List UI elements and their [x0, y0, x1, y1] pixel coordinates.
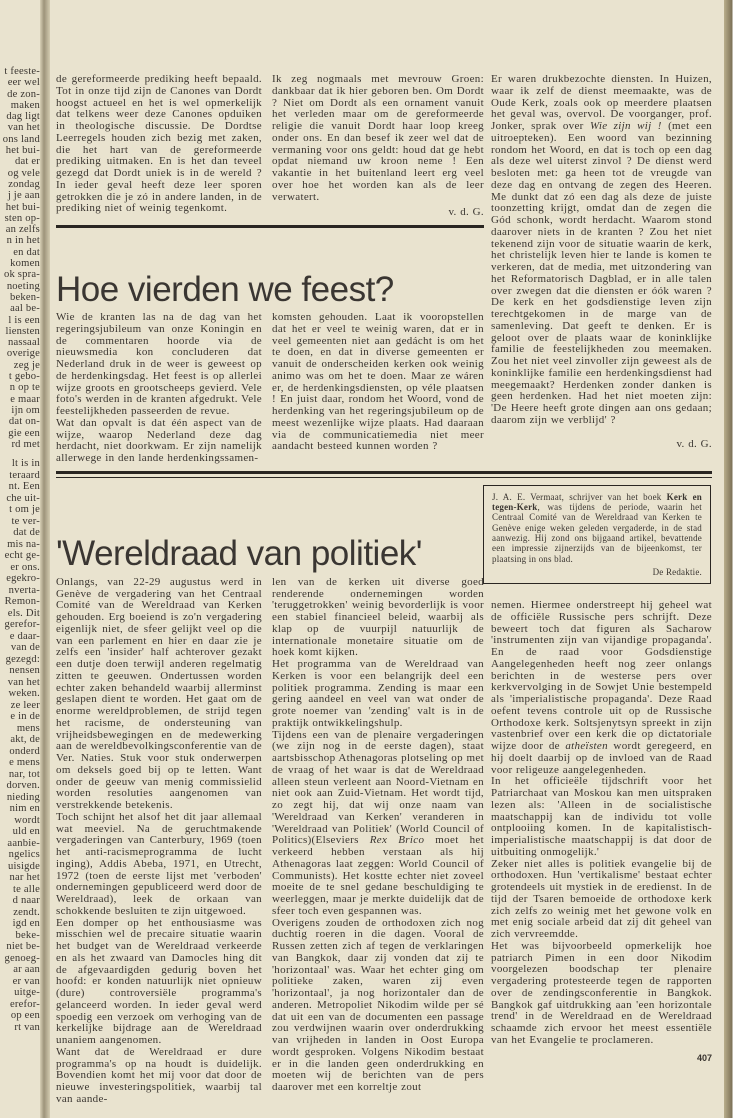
fragment-line: og vele — [7, 167, 40, 179]
article2-paragraph: komsten gehouden. Laat ik vooropstellen dat het er veel te weinig waren, dat er in veel gemeenten niet aan gedácht is om het te doen, en dat in diverse gemeenten er vanuit de onderscheiden kerken ook weinig animo was om het te doen. Maar ze wáren er, de herdenkingsdiensten, op véle plaatsen ! En juist daar, rondom het Woord, vond de herdenking van het regeringsjubileum op de meest wezenlijke wijze plaats. Had daaraan via de communicatiemedia niet meer aandacht besteed kunnen worden ? — [272, 311, 484, 453]
editor-note-box — [483, 485, 711, 584]
fragment-line: van het — [7, 122, 40, 134]
fragment-line: ok spra- — [3, 269, 40, 281]
fragment-line: komen — [10, 258, 40, 270]
page-binding-shadow — [40, 0, 50, 1118]
article2-column-1 — [56, 312, 262, 465]
bottom-section — [56, 478, 712, 1106]
article2-signature: v. d. G. — [676, 437, 712, 450]
fragment-line: en dat — [13, 246, 40, 258]
fragment-line: wordt — [14, 814, 40, 826]
fragment-line: d naar — [12, 895, 40, 906]
fragment-line: che uit- — [6, 492, 40, 504]
bottom-right-area — [491, 478, 712, 1063]
fragment-line: dat on- — [8, 416, 40, 428]
fragment-line: het bui- — [5, 201, 40, 213]
editor-note-signature: De Redaktie. — [652, 566, 702, 577]
fragment-line: mens — [16, 722, 40, 734]
fragment-line: overige — [6, 348, 40, 360]
article2-column-2 — [272, 312, 484, 453]
fragment-line: nverta- — [8, 584, 40, 596]
article2-paragraph: Wat dan opvalt is dat één aspect van de wijze, waarop Nederland deze dag herdacht, niet doorkwam. Er zijn namelijk allerwege in den lande herdenkingssamen- — [56, 416, 262, 464]
fragment-line: er van — [12, 975, 40, 987]
article1 — [56, 74, 484, 219]
fragment-line: e daar- — [9, 630, 40, 642]
fragment-line: aanbie- — [7, 837, 40, 849]
article3-paragraph — [272, 730, 484, 918]
fragment-line: beken- — [9, 291, 40, 303]
emphasis: atheïsten — [565, 740, 608, 753]
fragment-line: gie een — [8, 427, 40, 439]
fragment-line: Remon- — [4, 596, 40, 607]
fragment-line: l is een — [8, 314, 40, 326]
fragment-line: gezegd: — [5, 653, 40, 665]
top-left-area — [56, 74, 484, 465]
article3-left-columns — [56, 577, 484, 1106]
fragment-line: nt. Een — [8, 481, 40, 492]
fragment-line: maken — [10, 99, 40, 111]
article3-paragraph: Een domper op het enthousiasme was misschien wel de precaire situatie waarin het budget van de Wereldraad verkeerde en als het zwaard van Damocles hing dit de afgevaardigden gedurig boven het hoofd: er konden natuurlijk niet opnieuw (dure) controversiële programma's gelanceerd worden. In ieder geval werd spoedig een verzoek om verhoging van de kerkelijke bijdrage aan de Wereldraad unaniem aangenomen. — [56, 916, 262, 1046]
article3-paragraph: Onlangs, van 22-29 augustus werd in Genève de vergadering van het Centraal Comité van de Wereldraad van Kerken gehouden. Erg boeiend is zo'n vergadering eigenlijk niet, de sfeer gelijkt veel op die van een parlement en hier en daar zie je zelfs een 'insider' half achterover gezakt een dutje doen terwijl anderen regelmatig zitten te geeuwen. Ondertussen worden echter zaken behandeld waarbij allerminst geslapen dient te worden. Het gaat om de enorme wereldproblemen, de strijd tegen het racisme, de ondersteuning van vrijheidsbewegingen en de medewerking aan de wereldbevolkingsconferentie van de Ver. Naties. Stuk voor stuk onderwerpen om deksels goed bij op te letten. Want onder de geeuw van menig commissielid worden resoluties aangenomen van verstrekkende betekenis. — [56, 575, 262, 811]
fragment-line: uld en — [12, 826, 40, 837]
fragment-line: te alle — [13, 883, 40, 895]
fragment-line: teraard — [9, 469, 40, 481]
fragment-line: niet be- — [6, 941, 40, 952]
article2-divider-thick — [56, 471, 712, 474]
article2-headline: Hoe vierden we feest? — [56, 270, 394, 309]
text-run: Er waren drukbezochte diensten. In Huizen, waar ik zelf de dienst meemaakte, was de Oude Kerk, zoals ook op meerdere plaatsen het geval was, overvol. De voorganger, prof. Jonker, sprak over — [491, 73, 712, 132]
fragment-line: beke- — [15, 929, 40, 941]
article1-column-1 — [56, 74, 262, 215]
article3-left-area — [56, 478, 484, 1106]
fragment-line: ons land — [2, 133, 40, 145]
fragment-line: an zelfs — [5, 224, 40, 236]
text-run: wordt geregeerd, en hij doelt daarbij op de invloed van de Raad voor religeuze aangelegenheden. — [491, 740, 712, 776]
article3-paragraph: Overigens zouden de orthodoxen zich nog duchtig roeren in die dagen. Vooral de Russen zetten zich af tegen de verklaringen van Bangkok, daar zij vonden dat zij te 'horizontaal' was. Waar het echter ging om politieke zaken, waren zij even 'horizontaal', ja nog horizontaler dan de anderen. Metropoliet Nikodim wilde per sé dat uit een van de documenten een passage zou verdwijnen waarin over onderdrukking van vrijheden in landen in Oost Europa wordt gesproken. Volgens Nikodim bestaat er in die landen geen onderdrukking en moeten wij de berichten van de pers daarover met een korreltje zout — [272, 916, 484, 1093]
fragment-line: nensen — [9, 665, 40, 676]
fragment-line: n in het — [6, 235, 40, 247]
fragment-line: het bui- — [5, 145, 40, 157]
fragment-line: ze leer — [10, 699, 40, 711]
fragment-line: t feeste- — [4, 66, 40, 77]
fragment-line: dorven. — [6, 780, 40, 791]
article1-divider — [56, 225, 484, 228]
text-run: moet het verkeerd hebben verstaan als hij Athenagoras laat zeggen: World Council of Communists). Het kostte echter niet zoveel moeite de te snel gedane beschuldiging te weerleggen, maar je merkte duidelijk dat de sfeer toch even gespannen was. — [272, 834, 484, 917]
article1-col1-text: de gereformeerde prediking heeft bepaald. Tot in onze tijd zijn de Canones van Dordt hoogst actueel en het is wel opmerkelijk dat telkens weer deze Canones opduiken in theologische discussie. De Dordtse Leerregels houden zich bezig met zaken, die het hart van de gereformeerde prediking uitmaken. En is het dan teveel gezegd dat Dordt uniek is in de wereld ? In ieder geval heeft deze leer sporen getrokken die je zó in andere landen, in de prediking niet of weinig tegenkomt. — [56, 73, 262, 215]
fragment-line: zeg je — [13, 359, 40, 371]
text-run: (met een uitroepteken). Een woord van bezinning rondom het Woord, en dat is toch op een dag als deze wel uiterst zinvol ? De dienst werd besloten met: ga heen tot de vreugde van deze dag en ontvang de zegen des Heeren. Me dunkt dat zó een dag als deze de juiste toonzetting krijgt, omdat dan de zegen die Gód schonk, wordt herdacht. Waarom stond daarover niets in de kranten ? Zou het niet tekenend zijn voor de situatie waarin de kerk, het christelijk leven hier te lande is komen te verkeren, dat de media, met uitzondering van het Reformatorisch Dagblad, er in alle talen over zwegen dat die diensten er óók waren ? De kerk en het godsdienstige leven zijn terechtgekomen in de marge van de samenleving. Dat geeft te denken. Er is geloot over de plaats waar de koninklijke familie de feestelijkheden zou meemaken. Zou het niet veel zinvoller zijn geweest als de koninklijke familie een herdenkingsdienst had meegemaakt? Herdenken zonder danken is geen herdenken. Had het niet moeten zijn: 'De Heere heeft grote dingen aan ons gedaan; daarom zijn we verblijd' ? — [491, 120, 713, 426]
fragment-line: lt is in — [11, 458, 40, 469]
article3-paragraph: Zeker niet alles is politiek evangelie bij de orthodoxen. Hun 'vertikalisme' bestaat echter grotendeels uit mystiek in de eredienst. In de tijd der Tsaren bemoeide de orthodoxe kerk zich zelfs zo weinig met het gewone volk en met enig sociale arbeid dat zij dit geheel van zich vervreemdde. — [491, 857, 712, 941]
fragment-line: zendt. — [13, 906, 40, 918]
article3-paragraph: Het was bijvoorbeeld opmerkelijk hoe patriarch Pimen in een door Nikodim voorgelezen boodschap ter plenaire vergadering protesteerde tegen de rapporten over de zendingsconferentie in Bangkok. Bangkok gaf uitdrukking aan 'een horizontale trend' in de Wereldraad en de Wereldraad schaamde zich ervoor het meest essentiële van het Evangelie te proclameren. — [491, 939, 712, 1046]
fragment-line: zondag — [8, 178, 40, 190]
fragment-line: onderd — [9, 745, 40, 757]
article3-paragraph: Het programma van de Wereldraad van Kerken is voor een belangrijk deel een politiek programma. Zending is maar een gering aandeel en veel van wat onder de grote noemer van 'zending' valt is in de praktijk ontwikkelingshulp. — [272, 658, 484, 729]
top-section — [56, 74, 712, 465]
fragment-line: echt ge- — [4, 550, 40, 561]
text-run: nemen. Hiermee onderstreept hij geheel wat de officiële Russische pers schrijft. Deze beweert toch dat figuren als Sacharow 'instrumenten zijn van vijandige propaganda'. En de raad voor Godsdienstige Aangelegenheden heeft nog zeer onlangs berichten in de westerse pers over kerkvervolging in de Sowjet Unie bestempeld als 'imperialistische propaganda'. Deze Raad oefent tevens controle uit op de Russische Orthodoxe kerk. Soltsjenytsyn spreekt in zijn vastenbrief over een kerk die op dictatoriale wijze door de — [491, 599, 712, 753]
article3-paragraph — [491, 600, 712, 776]
fragment-line: nar, tot — [8, 768, 40, 780]
article3-headline: 'Wereldraad van politiek' — [56, 533, 422, 573]
fragment-line: egekro- — [6, 573, 40, 584]
fragment-line: e mens — [9, 757, 40, 768]
previous-page-fragment-top — [0, 66, 40, 450]
sermon-title: Wie zijn wij ! — [589, 120, 662, 132]
article3-paragraph: len van de kerken uit diverse goed renderende ondernemingen worden 'teruggetrokken' weinig bevorderlijk is voor een stabiel financieel beleid, waarbij als klap op de vuurpijl natuurlijk de internationale monetaire situatie om de hoek komt kijken. — [272, 575, 484, 659]
fragment-line: erefor- — [10, 998, 40, 1010]
fragment-line: t gebo- — [8, 371, 40, 383]
fragment-line: e maar — [10, 393, 40, 405]
article2-paragraph: Wie de kranten las na de dag van het regeringsjubileum van onze Koningin en de commentaren hoorde via de nieuwsmedia kon concluderen dat Nederland druk in de weer is geweest op de herdenkingsdag. Het feest is op allerlei wijze groots en grootscheeps gevierd. Vele foto's werden in de kranten afgedrukt. Vele feestelijkheden passeerden de revue. — [56, 311, 262, 417]
article3-column-1 — [56, 577, 262, 1106]
fragment-line: te ver- — [11, 515, 40, 527]
fragment-line: van het — [7, 676, 40, 688]
article2-paragraph — [491, 74, 712, 427]
article1-column-2 — [272, 74, 484, 219]
article3-paragraph: Want dat de Wereldraad er dure programma's op na houdt is duidelijk. Bovendien komt het mij voor dat door de nieuwe investeringspolitiek, waarbij tal van aande- — [56, 1045, 262, 1105]
fragment-line: mis na- — [7, 538, 40, 550]
fragment-line: t om je — [9, 504, 40, 515]
fragment-line: weken. — [8, 688, 40, 699]
fragment-line: liensten — [5, 325, 40, 337]
fragment-line: op een — [10, 1010, 40, 1021]
fragment-line: eer wel — [7, 77, 40, 89]
fragment-line: nim en — [9, 803, 40, 814]
fragment-line: igd en — [12, 918, 40, 929]
fragment-line: els. Dit — [7, 607, 40, 619]
text-run: Tijdens een van de plenaire vergaderingen (we zijn nog in de eerste dagen), staat aartsbisschop Athenagoras plotseling op met de vraag of het waar is dat de Wereldraad alleen steun verleent aan Noord-Vietnam en niet ook aan Zuid-Vietnam. Het wordt tijd, zo zegt hij, dat wij onze naam van 'Wereldraad van Kerken' veranderen in 'Wereldraad van Politiek' (World Council of Politics)(Elseviers — [272, 728, 484, 847]
article3-paragraph: Toch schijnt het alsof het dit jaar allemaal wat meeviel. Na de geruchtmakende vergaderingen van Canterbury, 1969 (toen het anti-racismeprogramma de lucht inging), Addis Abeba, 1971, en Utrecht, 1972 (toen de eerste lijst met 'verboden' ondernemingen gepubliceerd werd door de Wereldraad), leek de orkaan van schokkende besluiten te zijn uitgewoed. — [56, 810, 262, 917]
book-title: Kerk en tegen-Kerk — [492, 491, 702, 513]
article2-column-3 — [491, 74, 712, 450]
fragment-line: uisigde — [7, 860, 40, 872]
fragment-line: nar het — [9, 872, 40, 883]
article1-col2-text: Ik zeg nogmaals met mevrouw Groen: dankbaar dat ik hier geboren ben. Om Dordt ? Niet om Dordt als een ornament vanuit het verleden maar om de gereformeerde religie die vanuit Dordt haar loop kreeg onder ons. En dan besef ik zeer wel dat de vermaning voor ons geldt: houd dat ge hebt opdat niemand uw kroon neme ! Een vakantie in het buitenland leert erg veel over hoe het worden kan als de leer verwatert. — [272, 73, 484, 203]
fragment-line: rd met — [11, 438, 40, 450]
article2-left-columns — [56, 312, 484, 465]
fragment-line: de zon- — [7, 88, 40, 100]
fragment-line: akt, de — [10, 734, 40, 745]
fragment-line: er ons. — [10, 561, 40, 573]
fragment-line: rt van — [14, 1021, 40, 1033]
text-run: , was tijdens de periode, waarin het Centraal Comité van de Wereldraad van Kerken te Genève enige weken geleden vergaderde, in de stad aanwezig. Hij zond ons bijgaand artikel, bevattende een impressie zijnerzijds van de bijeenkomst, ter plaatsing in ons blad. — [492, 502, 702, 564]
author-name: Rex Brico — [369, 834, 425, 847]
article3-column-2 — [272, 577, 484, 1094]
fragment-line: nieding — [6, 791, 40, 803]
text-run: J. A. E. Vermaat, schrijver van het boek — [492, 491, 667, 502]
fragment-line: gerefor- — [4, 619, 40, 630]
fragment-line: n op te — [9, 382, 40, 394]
fragment-line: van de — [10, 642, 40, 653]
fragment-line: ijn om — [11, 404, 40, 416]
article3-paragraph: In het officieële tijdschrift voor het Patriarchaat van Moskou kan men uitspraken lezen als: 'Alleen in de socialistische maatschappij kan de individu tot volle ontplooiing komen. In de kapitalistisch-imperialistische maatschappij is dat door de uitbuiting onmogelijk.' — [491, 775, 712, 858]
editor-note-text — [492, 492, 702, 564]
page-content — [56, 0, 712, 1106]
fragment-line: e in de — [10, 711, 40, 722]
page-number: 407 — [696, 1052, 712, 1063]
article1-signature: v. d. G. — [448, 206, 484, 219]
fragment-line: ngelics — [8, 849, 40, 860]
previous-page-fragment-bottom — [0, 458, 40, 1033]
fragment-line: aal be- — [10, 303, 40, 315]
fragment-line: uitge- — [14, 987, 40, 998]
fragment-line: dat de — [13, 527, 40, 538]
fragment-line: dag ligt — [6, 111, 40, 123]
fragment-line: j je aan — [7, 190, 40, 202]
fragment-line: genoeg- — [4, 952, 40, 964]
fragment-line: noeting — [6, 280, 40, 292]
fragment-line: ar aan — [13, 964, 40, 975]
fragment-line: nassaal — [8, 337, 40, 349]
fragment-line: sten op- — [4, 212, 40, 224]
fragment-line: dat er — [14, 156, 40, 168]
article3-column-3 — [491, 600, 712, 1047]
page-edge — [724, 0, 738, 1118]
